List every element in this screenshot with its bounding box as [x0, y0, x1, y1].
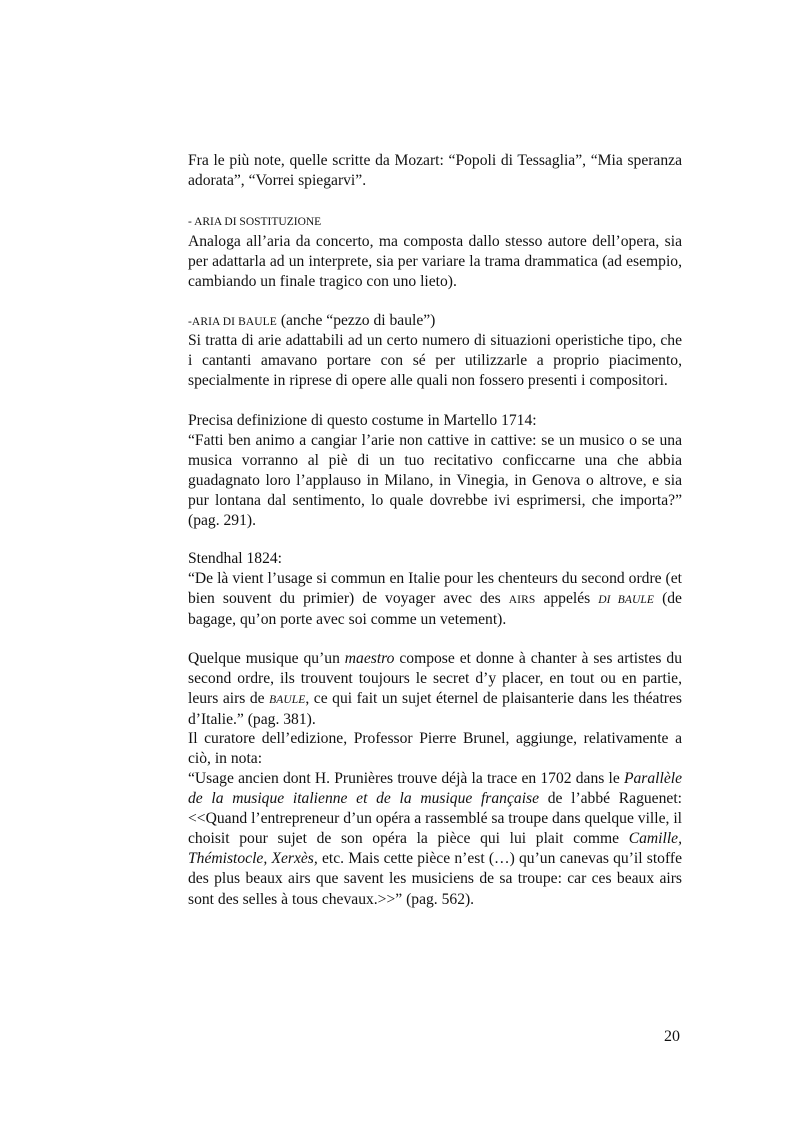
martello-intro-text: Precisa definizione di questo costume in Martello 1714:: [188, 412, 537, 429]
stendhal-quote-1: [188, 569, 682, 630]
curatore-paragraph: [188, 729, 682, 769]
stendhal-intro: [188, 549, 682, 569]
baule-term: BAULE: [269, 694, 306, 707]
nota-text-b: de l’abbé Raguenet: <<Quand l’entrepreneur d’un opéra a rassemblé sa troupe dans quelque ville, il choisit pour sujet de son opéra la pièce qui lui plait comme: [188, 790, 682, 848]
stendhal-quote-2: [188, 649, 682, 730]
martello-quote: [188, 431, 682, 531]
martello-quote-text: “Fatti ben animo a cangiar l’arie non cattive in cattive: se un musico o se una musica vorranno al piè di un tuo recitativo conficcarne una che abbia guadagnato loro l’applauso in Milano, in Vinegia, in Genova o altrove, e sia pur lontana dal sentimento, lo quale dovrebbe ivi esprimersi, che importa?” (pag. 291).: [188, 432, 682, 530]
page-number: 20: [664, 1028, 680, 1045]
stendhal-quote-1-text-a: “De là vient l’usage si commun en Italie pour les chenteurs du second ordre (et bien souvent du primier) de voyager avec des: [188, 570, 682, 608]
maestro-term: maestro: [344, 650, 395, 667]
nota-text-a: “Usage ancien dont H. Prunières trouve déjà la trace en 1702 dans le: [188, 770, 624, 787]
nota-paragraph: [188, 769, 682, 910]
aria-baule-paragraph: [188, 331, 682, 391]
stendhal-quote-2-text-a: Quelque musique qu’un: [188, 650, 345, 667]
curatore-text: Il curatore dell’edizione, Professor Pierre Brunel, aggiunge, relativamente a ciò, in nota:: [188, 730, 682, 768]
nota-text-c: etc. Mais cette pièce n’est (…) qu’un canevas qu’il stoffe des plus beaux airs que savent les musiciens de sa troupe: car ces beaux airs sont des selles à tous chevaux.>>” (pag. 562).: [188, 850, 682, 908]
stendhal-quote-1-text-b: appelés: [535, 590, 599, 608]
aria-baule-text: Si tratta di arie adattabili ad un certo numero di situazioni operistiche tipo, che i cantanti amavano portare con sé per utilizzarle a proprio piacimento, specialmente in riprese di opere alle quali non fossero presenti i compositori.: [188, 332, 682, 390]
stendhal-quote-2-text-b: compose et donne à chanter à ses artistes du second ordre, ils trouvent toujours le secret d’y placer, en tout ou en partie, leurs airs de: [188, 650, 682, 708]
di-baule-term: DI BAULE: [598, 594, 655, 607]
stendhal-intro-text: Stendhal 1824:: [188, 550, 282, 567]
stendhal-quote-1-text-c: (de bagage, qu’on porte avec soi comme un vetement).: [188, 590, 682, 629]
aria-sostituzione-heading: - ARIA DI SOSTITUZIONE: [188, 216, 322, 228]
intro-paragraph: [188, 151, 682, 191]
martello-intro: [188, 411, 682, 431]
intro-text: Fra le più note, quelle scritte da Mozart: “Popoli di Tessaglia”, “Mia speranza adorata”, “Vorrei spiegarvi”.: [188, 152, 682, 190]
nota-opera-names: Camille, Thémistocle, Xerxès,: [188, 830, 682, 868]
aria-sostituzione-paragraph: [188, 232, 682, 292]
aria-baule-heading-note: (anche “pezzo di baule”): [276, 312, 436, 329]
stendhal-quote-2-text-c: , ce qui fait un sujet éternel de plaisanterie dans les théatres d’Italie.” (pag. 381).: [188, 690, 682, 729]
aria-baule-heading-label: -ARIA DI BAULE: [188, 316, 277, 328]
aria-baule-heading: [188, 311, 682, 332]
nota-book-title: Parallèle de la musique italienne et de la musique française: [188, 770, 682, 808]
aria-sostituzione-text: Analoga all’aria da concerto, ma composta dallo stesso autore dell’opera, sia per adattarla ad un interprete, sia per variare la trama drammatica (ad esempio, cambiando un finale tragico con uno lieto).: [188, 233, 682, 291]
airs-term: AIRS: [508, 594, 536, 607]
